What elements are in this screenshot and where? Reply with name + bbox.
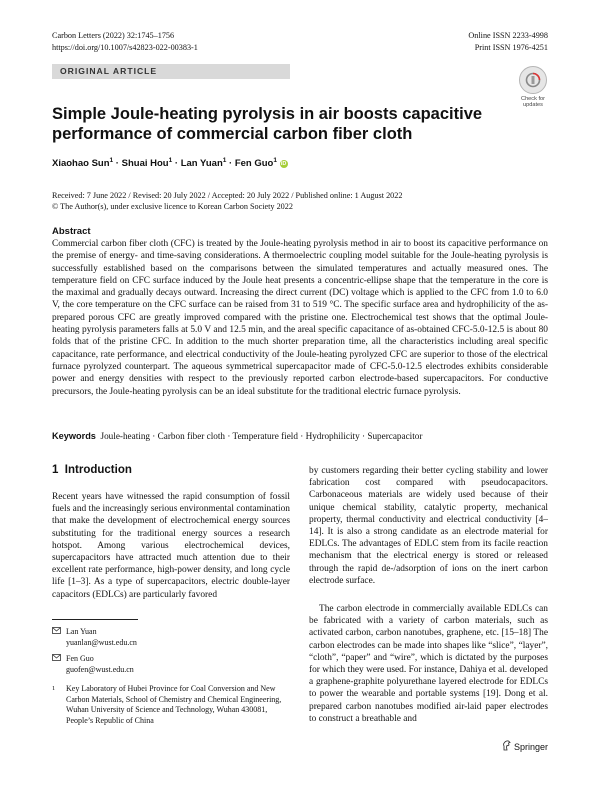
check-updates-badge[interactable] (516, 66, 550, 109)
author-separator: · (226, 158, 235, 170)
author-name[interactable]: Fen Guo (234, 158, 274, 170)
envelope-icon (52, 627, 64, 638)
check-updates-icon (519, 66, 547, 94)
intro-paragraph-1: Recent years have witnessed the rapid consumption of fossil fuels and the increasingly serious environmental contamination that make the development of electrochemical energy sources substituting for the traditional energy sources a research hotspot. Among various electrochemical devices, supercapacitors have attracted much attention due to their excellent rate performance, high-power density, and long cycle life [1–3]. As a type of supercapacitors, electric double-layer capacitors (EDLCs) are particularly favored (52, 492, 290, 600)
author-affil-sup: 1 (168, 157, 173, 164)
journal-citation: Carbon Letters (2022) 32:1745–1756 (52, 31, 175, 40)
springer-horse-icon (502, 740, 511, 753)
footnote-divider (52, 619, 138, 620)
publication-history (52, 190, 402, 212)
author-affil-sup: 1 (222, 157, 227, 164)
copyright-line: © The Author(s), under exclusive licence to Korean Carbon Society 2022 (52, 202, 293, 211)
intro-paragraph-2: by customers regarding their better cycling stability and lower fabrication cost compared with pseudocapacitors. Carbonaceous materials are widely used because of their unique chemical stability, catalytic property, mechanical property, thermal conductivity and electrical conductivity [4–14]. It is also a strong candidate as an electrode material for EDLCs. The advantages of EDLC stem from its facile reaction mechanism that the electrical energy is stored or released through the rapid de-/adsorption of ions on the inert carbon electrode surface. (309, 466, 548, 586)
author-name[interactable]: Shuai Hou (121, 158, 169, 170)
section-title: Introduction (64, 464, 132, 476)
affiliation-footnote (52, 684, 288, 740)
keywords-line (52, 431, 422, 441)
author-email-link[interactable]: guofen@wust.edu.cn (66, 664, 134, 674)
envelope-icon (52, 654, 64, 665)
affiliation-sup: 1 (52, 685, 56, 692)
orcid-icon[interactable]: iD (280, 161, 287, 168)
print-issn: Print ISSN 1976-4251 (474, 43, 548, 52)
abstract-body: Commercial carbon fiber cloth (CFC) is treated by the Joule-heating pyrolysis method in air to boost its capacitive performance on the premise of energy- and time-saving considerations. A thermoelectric coupling model suitable for the Joule-heating pyrolysis is successfully established based on the comparisons between the simulated temperatures and actually measured ones. The temperature field on CFC surface induced by the Joule heat presents a concentric-ellipse shape that the temperature in the core is the maximal and gradually decays outward. Increasing the direct current (DC) voltage which is applied to the CFC from 1.0 to 6.0 V, the core temperature on the CFC surface can be raised from 31 to 519 °C. The specific surface area and hydrophilicity of the as-prepared porous CFC are greatly improved compared with the pristine one. Electrochemical test shows that the optimal Joule-heating pyrolysis parameters falls at 5.0 V and 12.5 min, and the areal specific capacitance of as-obtained CFC-5.0-12.5 is about 80 folds that of the pristine CFC. In addition to the much shorter preparation time, all the characteristics including areal specific capacitance, rate performance, and electrical conductivity of the Joule-heating pyrolyzed CFC are superior to those of the electrical furnace pyrolyzed counterpart. The aqueous symmetrical supercapacitor made of CFC-5.0-12.5 electrodes exhibits considerable power and energy densities with respect to the previously reported carbon electrode-based supercapacitors. For conductive precursors, the Joule-heating pyrolysis can be an ideal substitute for the traditional electric furnace pyrolysis. (52, 239, 548, 397)
section-heading (52, 464, 132, 476)
author-name[interactable]: Lan Yuan (180, 158, 223, 170)
section-number: 1 (52, 464, 59, 476)
author-separator: · (113, 158, 122, 170)
author-affil-sup: 1 (273, 157, 277, 164)
dates-line: Received: 7 June 2022 / Revised: 20 July 2022 / Accepted: 20 July 2022 / Published online: 1 August 2022 (52, 191, 403, 200)
article-title: Simple Joule-heating pyrolysis in air boosts capacitive performance of commercial carbon fiber cloth (52, 105, 483, 143)
check-updates-line2: updates (523, 102, 543, 109)
keywords-label: Keywords (52, 431, 96, 441)
publisher-name: Springer (513, 741, 548, 752)
corresponding-author-1 (52, 627, 288, 651)
check-updates-line1: Check for (521, 96, 545, 102)
author-separator: · (172, 158, 181, 170)
abstract-heading: Abstract (52, 226, 91, 237)
keywords-list: Joule-heating · Carbon fiber cloth · Temperature field · Hydrophilicity · Supercapacitor (100, 431, 423, 441)
affiliation-text: Key Laboratory of Hubei Province for Coal Conversion and New Carbon Materials, School of Chemistry and Chemical Engineering, Wuhan University of Science and Technology, Wuhan 430081, People’s Republic of China (66, 684, 282, 725)
online-issn: Online ISSN 2233-4998 (468, 31, 548, 40)
author-footnote-name: Fen Guo (66, 654, 94, 663)
journal-header (52, 30, 198, 54)
author-email-link[interactable]: yuanlan@wust.edu.cn (66, 637, 137, 647)
article-type-banner: ORIGINAL ARTICLE (52, 64, 290, 79)
doi-link[interactable]: https://doi.org/10.1007/s42823-022-00383-1 (52, 43, 198, 52)
corresponding-author-2 (52, 654, 288, 678)
publisher-logo (502, 740, 548, 753)
author-affil-sup: 1 (109, 157, 114, 164)
author-list (52, 157, 288, 169)
intro-paragraph-3: The carbon electrode in commercially available EDLCs can be fabricated with a variety of carbon materials, such as activated carbon, carbon nanotubes, graphene, etc. [15–18] The carbon electrodes can be made into shapes like “slice”, “layer”, “cloth”, “paper” and “wire”, which is dictated by the purposes for which they were used. For instance, Dahiya et al. developed a graphene-graphite polyurethane layered electrode for EDLCs to power the wearable and portable systems [19]. Dong et al. prepared carbon nanotubes modified air-laid paper electrodes to construct a breathable and (309, 604, 548, 724)
issn-header (468, 30, 548, 54)
author-name[interactable]: Xiaohao Sun (52, 158, 110, 170)
author-footnote-name: Lan Yuan (66, 627, 97, 636)
